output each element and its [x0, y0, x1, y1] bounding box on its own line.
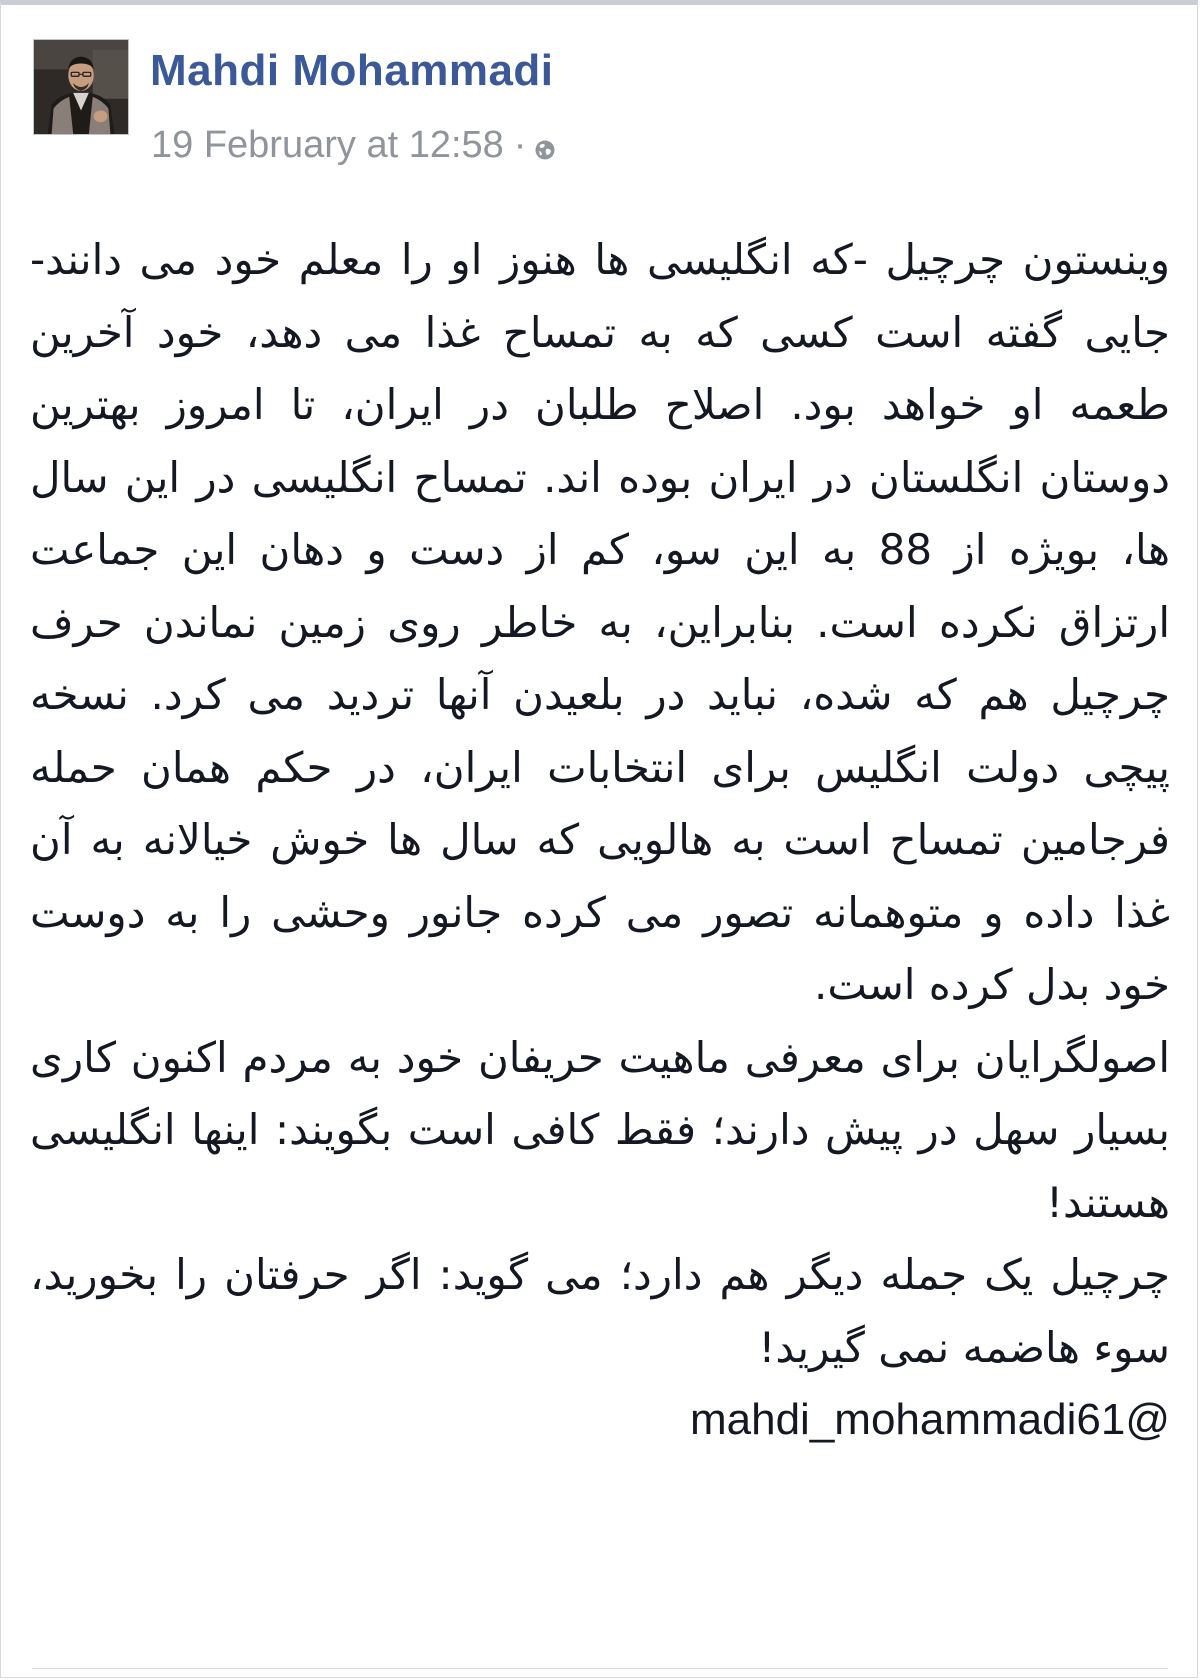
post-paragraph: چرچیل یک جمله دیگر هم دارد؛ می گوید: اگر حرفتان را بخورید، سوء هاضمه نمی گیرید! — [30, 1250, 1170, 1372]
post-paragraph: اصولگرایان برای معرفی ماهیت حریفان خود به مردم اکنون کاری بسیار سهل در پیش دارند؛ فقط کافی است بگویند: اینها انگلیسی هستند! — [30, 1032, 1170, 1227]
post-meta — [151, 124, 556, 167]
author-avatar[interactable] — [33, 39, 129, 135]
facebook-post — [30, 36, 1170, 1444]
post-paragraph: وینستون چرچیل -که انگلیسی ها هنوز او را معلم خود می دانند- جایی گفته است کسی که به تمساح غذا می دهد، خود آخرین طعمه او خواهد بود. اصلاح طلبان در ایران، تا امروز بهترین دوستان انگلستان در ایران بوده اند. تمساح انگلیسی در این سال ها، بویژه از 88 به این سو، کم از دست و دهان این جماعت ارتزاق نکرده است. بنابراین، به خاطر روی زمین نماندن حرف چرچیل هم که شده، نباید در بلعیدن آنها تردید می کرد. نسخه پیچی دولت انگلیس برای انتخابات ایران، در حکم همان حمله فرجامین تمساح است به هالویی که سال ها خوش خیالانه به آن غذا داده و متوهمانه تصور می کرده جانور وحشی را به دوست خود بدل کرده است. — [30, 235, 1170, 1009]
post-header — [30, 36, 1170, 176]
avatar-photo — [34, 40, 128, 134]
post-handle: mahdi_mohammadi61@ — [689, 1395, 1170, 1444]
globe-icon[interactable] — [534, 128, 556, 150]
post-body — [30, 224, 1170, 1456]
divider — [32, 1668, 1168, 1669]
post-timestamp[interactable]: 19 February at 12:58 — [151, 124, 504, 166]
author-name-link[interactable]: Mahdi Mohammadi — [150, 46, 554, 95]
meta-separator: · — [513, 124, 527, 166]
